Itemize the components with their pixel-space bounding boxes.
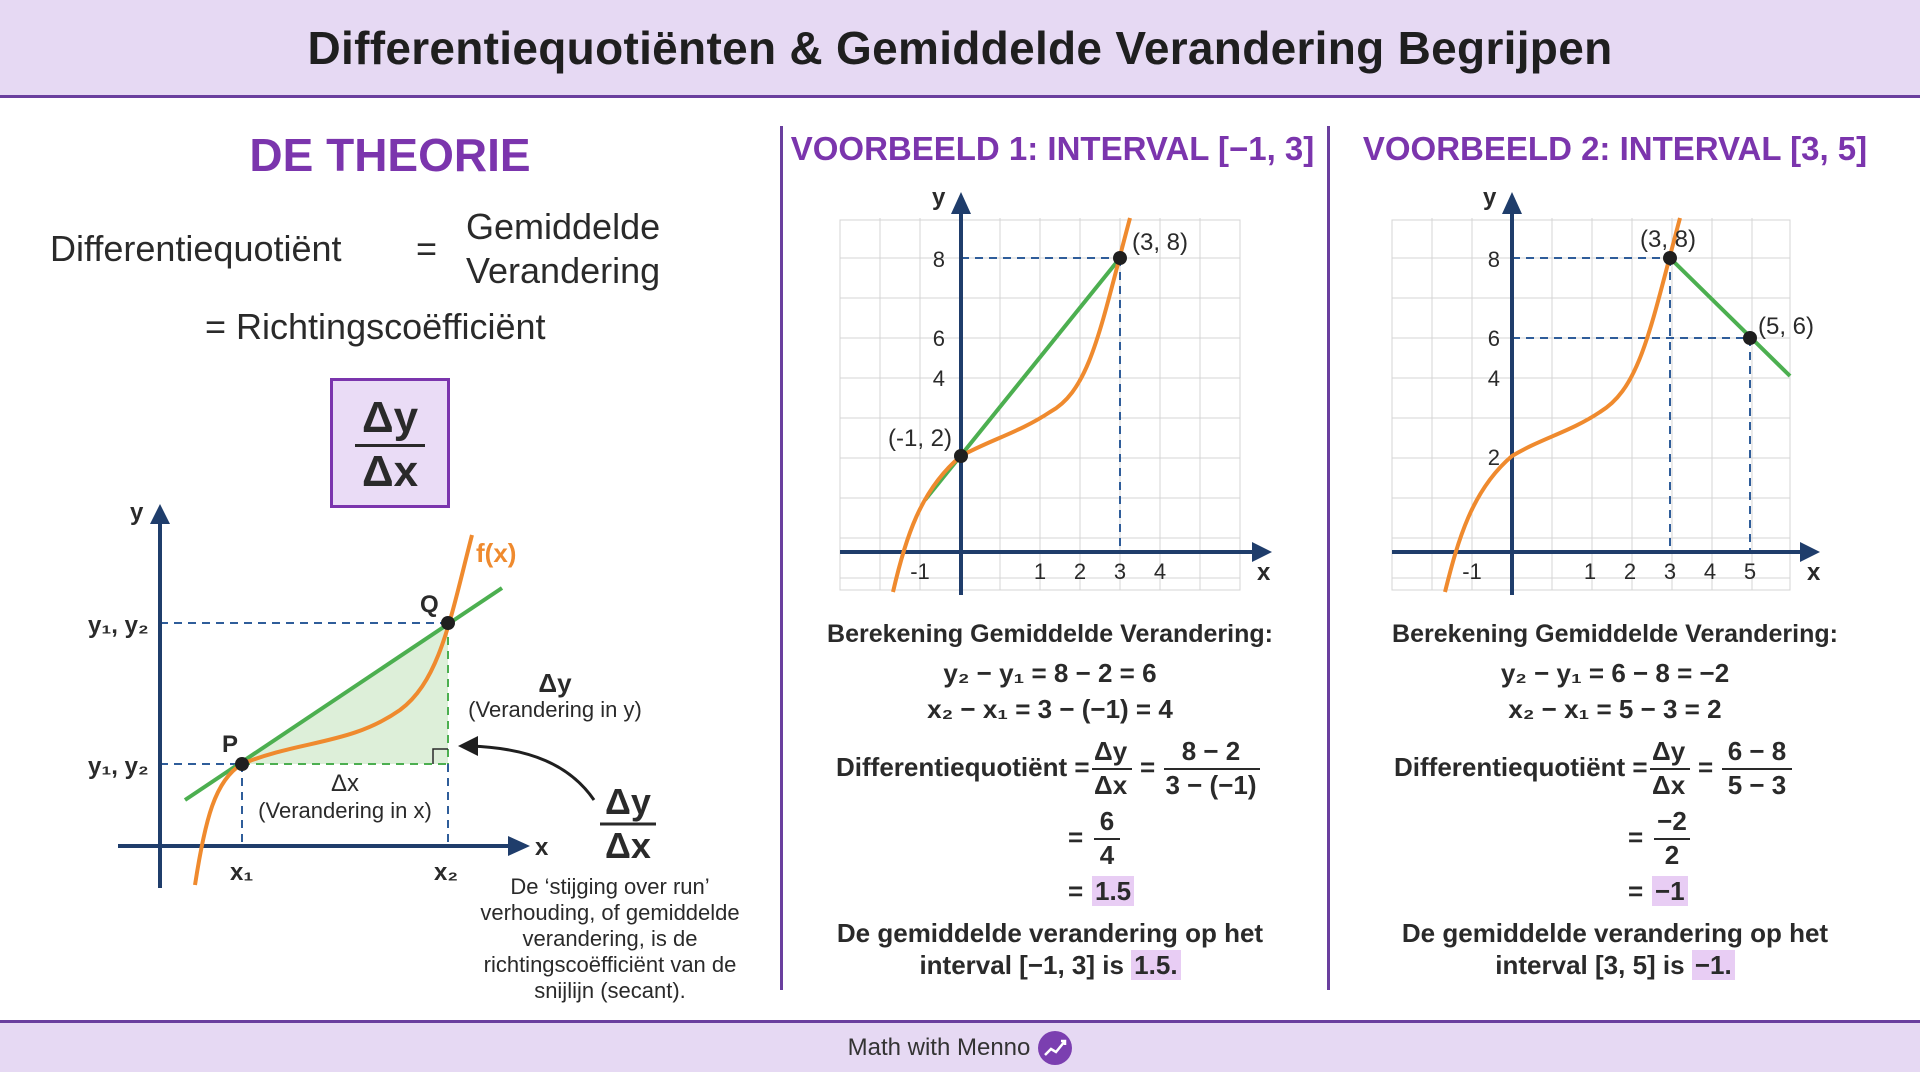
example2-frac-dy: Δy <box>1652 736 1686 766</box>
example1-eq: = <box>1140 752 1156 782</box>
example2-ytick: 2 <box>1487 445 1500 470</box>
example1-dy-line: y₂ − y₁ = 8 − 2 = 6 <box>943 658 1157 688</box>
example1-xtick: 2 <box>1073 559 1087 584</box>
example2-conclusion-value: −1. <box>1692 950 1735 980</box>
theory-y-arrow <box>150 504 170 524</box>
page-title: Differentiequotiënten & Gemiddelde Verandering Begrijpen <box>307 21 1613 74</box>
example1-den2: 4 <box>1099 840 1115 870</box>
example2-ytick: 8 <box>1487 247 1500 272</box>
example1-dq-label: Differentiequotiënt = <box>836 752 1090 782</box>
example1-point-a <box>954 449 968 463</box>
example2-result-value: −1 <box>1652 876 1688 906</box>
example1-dx-line: x₂ − x₁ = 3 − (−1) = 4 <box>927 694 1173 724</box>
example2-ytick: 6 <box>1487 326 1500 351</box>
example1-eq: = <box>1068 822 1084 852</box>
theory-rhs-line1: Gemiddelde <box>466 206 661 247</box>
example2-xtick: 3 <box>1663 559 1677 584</box>
y-tick-bottom: y₁, y₂ <box>88 753 149 780</box>
example2-conclusion-line1: De gemiddelde verandering op het <box>1401 918 1829 948</box>
example1-point-b <box>1113 251 1127 265</box>
example2-calc-title: Berekening Gemiddelde Verandering: <box>1392 620 1838 648</box>
dx-sub-label: (Verandering in x) <box>258 798 432 823</box>
example1-num2: 6 <box>1099 806 1115 836</box>
example2-y-label: y <box>1483 184 1497 211</box>
theory-diagram <box>0 490 780 900</box>
dy-label: Δy <box>538 668 572 698</box>
note-line: verandering, is de <box>522 926 698 951</box>
example2-dx-line: x₂ − x₁ = 5 − 3 = 2 <box>1508 694 1722 724</box>
theory-note <box>440 874 780 1004</box>
theory-eq: = <box>416 228 438 269</box>
example2-conclusion-pre: interval [3, 5] is <box>1495 950 1692 980</box>
example1-xtick: 4 <box>1153 559 1167 584</box>
example2-frac-dx: Δx <box>1652 770 1686 800</box>
example1-point-a-label: (-1, 2) <box>888 425 953 452</box>
note-line: richtingscoëfficiënt van de <box>483 952 737 977</box>
theory-y-label: y <box>130 499 144 526</box>
example1-point-b-label: (3, 8) <box>1132 229 1189 256</box>
callout-frac-den: Δx <box>605 825 651 866</box>
note-line: verhouding, of gemiddelde <box>480 900 740 925</box>
column-divider-1 <box>780 126 783 990</box>
example2-conclusion-line2 <box>1340 950 1890 981</box>
callout-frac-num: Δy <box>605 781 651 822</box>
example2-eq: = <box>1628 876 1644 906</box>
example1-result-value: 1.5 <box>1092 876 1134 906</box>
example1-graph <box>790 175 1320 595</box>
callout-arrow <box>470 746 594 800</box>
note-line: snijlijn (secant). <box>534 978 686 1003</box>
dx-label: Δx <box>330 770 360 797</box>
x-tick-1: x₁ <box>230 859 254 886</box>
fraction-numerator: Δy <box>361 393 419 442</box>
example1-xtick: -1 <box>910 559 930 584</box>
example2-dy-line: y₂ − y₁ = 6 − 8 = −2 <box>1500 658 1730 688</box>
y-tick-top: y₁, y₂ <box>88 612 149 639</box>
example2-y-arrow <box>1502 192 1522 214</box>
example2-dq-label: Differentiequotiënt = <box>1394 752 1648 782</box>
example2-eq: = <box>1698 752 1714 782</box>
note-line: De ‘stijging over run’ <box>510 874 710 899</box>
example1-ytick: 6 <box>932 326 945 351</box>
brand-logo-icon <box>1038 1031 1072 1065</box>
theory-rhs-line2: Verandering <box>466 250 661 291</box>
point-q <box>441 616 455 630</box>
example1-xtick: 1 <box>1033 559 1047 584</box>
example2-den1: 5 − 3 <box>1727 770 1787 800</box>
example2-xtick: -1 <box>1462 559 1482 584</box>
example2-grid-frame <box>1392 220 1790 590</box>
x-tick-2: x₂ <box>434 859 459 886</box>
column-divider-2 <box>1327 126 1330 990</box>
example1-frac-dx: Δx <box>1094 770 1128 800</box>
point-p-label: P <box>222 731 239 758</box>
example2-point-b-label: (5, 6) <box>1758 313 1815 340</box>
theory-x-arrow <box>508 836 530 856</box>
example2-graph <box>1340 175 1890 595</box>
example1-conclusion-value: 1.5. <box>1131 950 1180 980</box>
example2-result <box>1652 876 1688 907</box>
example2-xtick: 1 <box>1583 559 1597 584</box>
point-p <box>235 757 249 771</box>
header-bar <box>0 0 1920 98</box>
example1-frac-dy: Δy <box>1094 736 1128 766</box>
example2-ytick: 4 <box>1487 366 1500 391</box>
example1-y-arrow <box>951 192 971 214</box>
fraction-denominator: Δx <box>361 447 419 496</box>
example2-xtick: 2 <box>1623 559 1637 584</box>
example1-ytick: 4 <box>932 366 945 391</box>
example1-xtick: 3 <box>1113 559 1127 584</box>
example1-conclusion-line2 <box>790 950 1310 981</box>
point-q-label: Q <box>420 591 439 618</box>
example2-eq: = <box>1628 822 1644 852</box>
logo-chart-icon <box>1038 1031 1072 1065</box>
theory-x-label: x <box>535 834 549 861</box>
example2-point-b <box>1743 331 1757 345</box>
example1-y-label: y <box>932 184 946 211</box>
example2-num1: 6 − 8 <box>1727 736 1787 766</box>
example1-calc-title: Berekening Gemiddelde Verandering: <box>827 620 1273 648</box>
example2-x-label: x <box>1807 559 1821 586</box>
footer-brand: Math with Menno <box>847 1033 1031 1061</box>
example1-num1: 8 − 2 <box>1181 736 1241 766</box>
dy-sub-label: (Verandering in y) <box>468 697 642 722</box>
theory-lhs: Differentiequotiënt <box>50 228 342 269</box>
example1-ytick: 8 <box>932 247 945 272</box>
theory-title: DE THEORIE <box>249 129 531 181</box>
callout-arrowhead <box>458 736 478 756</box>
example2-xtick: 5 <box>1743 559 1757 584</box>
example1-title: VOORBEELD 1: INTERVAL [−1, 3] <box>790 130 1315 167</box>
example1-den1: 3 − (−1) <box>1165 770 1257 800</box>
delta-fraction-box <box>330 378 450 508</box>
example2-num2: −2 <box>1657 806 1687 836</box>
example1-conclusion-pre: interval [−1, 3] is <box>919 950 1132 980</box>
example2-point-a <box>1663 251 1677 265</box>
example1-result <box>1092 876 1134 907</box>
footer-bar <box>0 1020 1920 1072</box>
example1-eq: = <box>1068 876 1084 906</box>
example1-conclusion-line1: De gemiddelde verandering op het <box>836 918 1264 948</box>
example2-den2: 2 <box>1664 840 1680 870</box>
example1-x-label: x <box>1257 559 1271 586</box>
theory-slope-line: = Richtingscoëfficiënt <box>205 306 546 347</box>
example2-xtick: 4 <box>1703 559 1717 584</box>
example2-point-a-label: (3, 8) <box>1640 226 1697 253</box>
example2-title: VOORBEELD 2: INTERVAL [3, 5] <box>1362 130 1868 167</box>
theory-secant-line <box>185 588 502 800</box>
function-label: f(x) <box>476 538 517 568</box>
